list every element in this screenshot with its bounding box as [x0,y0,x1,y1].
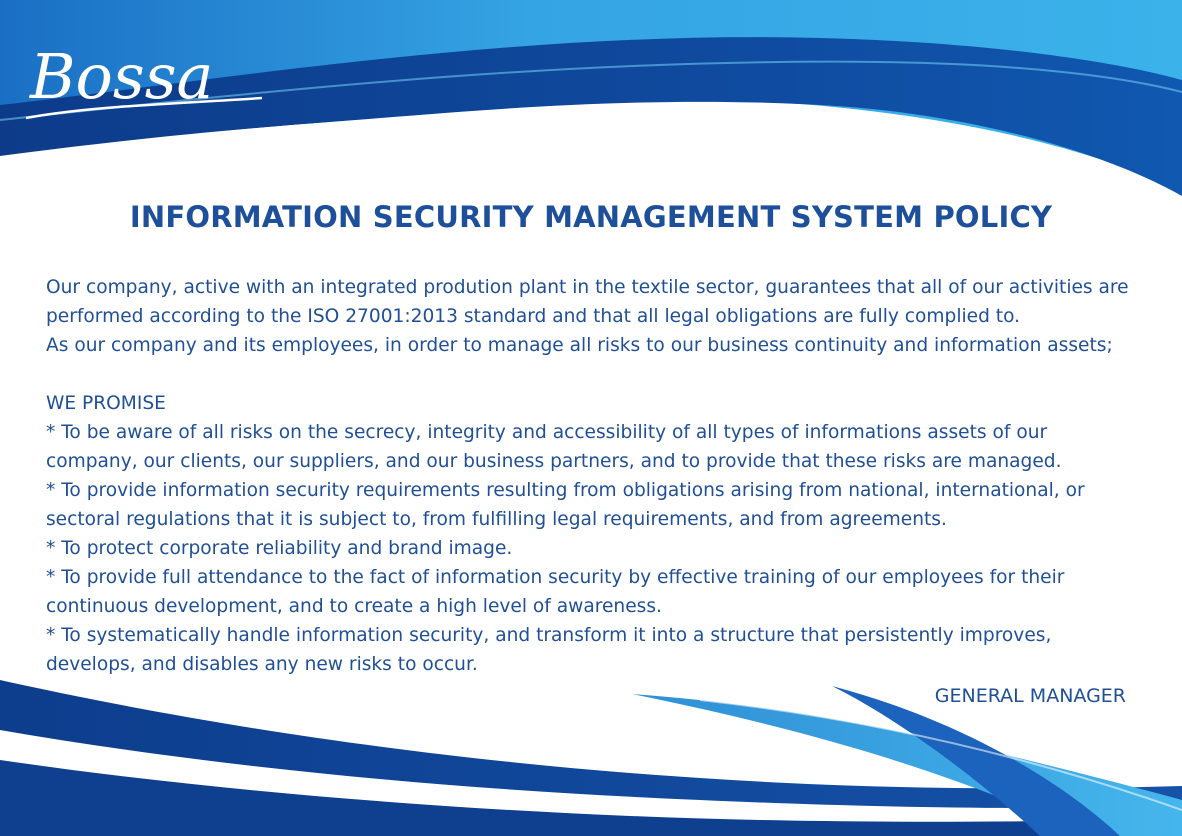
logo-text: Bossa [30,40,214,113]
page-title: INFORMATION SECURITY MANAGEMENT SYSTEM POLICY [129,200,1053,234]
promise-line: company, our clients, our suppliers, and our business partners, and to provide that these risks are managed. [46,451,1062,472]
promise-heading: WE PROMISE [46,393,166,414]
promise-line: * To provide full attendance to the fact of information security by effective training of our employees for their [46,567,1065,588]
intro-line: performed according to the ISO 27001:2013 standard and that all legal obligations are fully complied to. [46,306,1021,327]
promise-line: * To be aware of all risks on the secrecy, integrity and accessibility of all types of informations assets of our [46,422,1048,443]
brand-logo [22,26,282,126]
signature-general-manager: GENERAL MANAGER [934,685,1126,707]
promise-line: develops, and disables any new risks to occur. [46,654,478,675]
policy-body [46,273,1146,679]
intro-line: As our company and its employees, in order to manage all risks to our business continuity and information assets; [46,335,1113,356]
intro-line: Our company, active with an integrated prodution plant in the textile sector, guarantees that all of our activities are [46,277,1129,298]
promise-line: * To systematically handle information security, and transform it into a structure that persistently improves, [46,625,1052,646]
promise-line: * To provide information security requirements resulting from obligations arising from national, international, or [46,480,1085,501]
bossa-logo-icon [22,26,282,126]
promise-line: continuous development, and to create a high level of awareness. [46,596,662,617]
promise-line: * To protect corporate reliability and brand image. [46,538,513,559]
promise-line: sectoral regulations that it is subject to, from fulfilling legal requirements, and from agreements. [46,509,947,530]
